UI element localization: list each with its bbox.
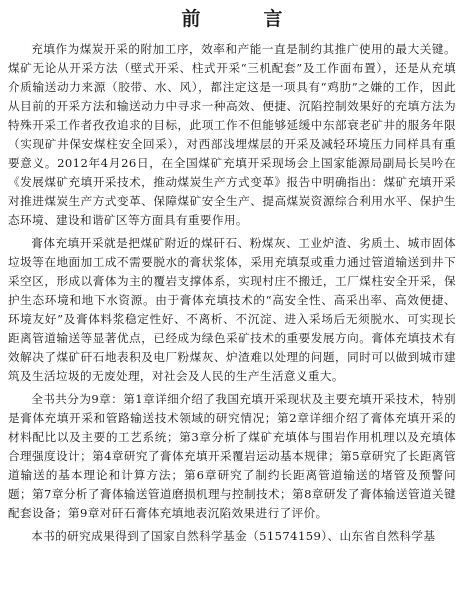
page-title: 前 言: [181, 8, 305, 30]
paragraph-paste-backfill: 膏体充填开采就是把煤矿附近的煤矸石、粉煤灰、工业炉渣、劣质土、城市固体垃圾等在地面加工成不需要脱水的膏状浆体，采用充填泵或重力通过管道输送到井下采空区，形成以膏体为主的覆岩支撑体系，实现村庄不搬迁，工厂煤柱安全开采，保护生态环境和地下水资源。由于膏体充填技术的“高安全性、高采出率、高效便捷、环境友好”及膏体料浆稳定性好、不离析、不沉淀、进入采场后无须脱水、可实现长距离管道输送等显著优点，已经成为绿色采矿技术的重要发展方向。膏体充填技术有效解决了煤矿矸石地表积及电厂粉煤灰、炉渣难以处理的问题，同时可以做到城市建筑及生活垃圾的无废处理，对社会及人民的生产生活意义重大。: [8, 236, 456, 383]
paragraph-funding: 本书的研究成果得到了国家自然科学基金（51574159）、山东省自然科学基: [31, 529, 436, 543]
paragraph-intro: 充填作为煤炭开采的附加工序，效率和产能一直是制约其推广使用的最大关键。煤矿无论从开采方法（壁式开采、柱式开采“三机配套”及工作面布置），还是从充填介质输送动力来源（胶带、水、风），都注定这是一项具有“鸡肋”之嫌的工作，因此从目前的开采方法和输送动力中寻求一种高效、便捷、沉陷控制效果好的充填方法为特殊开采工作者孜孜追求的目标，此项工作不但能够延缓中东部衰老矿井的服务年限（实现矿井保安煤柱安全回采），对西部浅埋煤层的开采及减轻环境压力同样具有重要意义。2012年4月26日，在全国煤矿充填开采现场会上国家能源局副局长吴吟在《发展煤矿充填开采技术，推动煤炭生产方式变革》报告中明确指出：煤矿充填开采对推进煤炭生产方式变革、保障煤矿安全生产、提高煤炭资源综合利用水平、保护生态环境、建设和谐矿区等方面具有重要作用。: [8, 42, 456, 227]
paragraph-book-outline: 全书共分为9章：第1章详细介绍了我国充填开采现状及主要充填开采技术，特别是膏体充填开采和管路输送技术领域的研究情况；第2章详细介绍了膏体充填开采的材料配比以及主要的工艺系统；第3章分析了煤矿充填体与围岩作用机理以及充填体合理强度设计；第4章研究了膏体充填开采覆岩运动基本规律；第5章研究了长距离管道输送的基本理论和计算方法；第6章研究了制约长距离管道输送的堵管及预警问题；第7章分析了膏体输送管道磨损机理与控制技术；第8章研发了膏体输送管道关键配套设备；第9章对矸石膏体充填地表沉陷效果进行了评价。: [8, 392, 456, 520]
